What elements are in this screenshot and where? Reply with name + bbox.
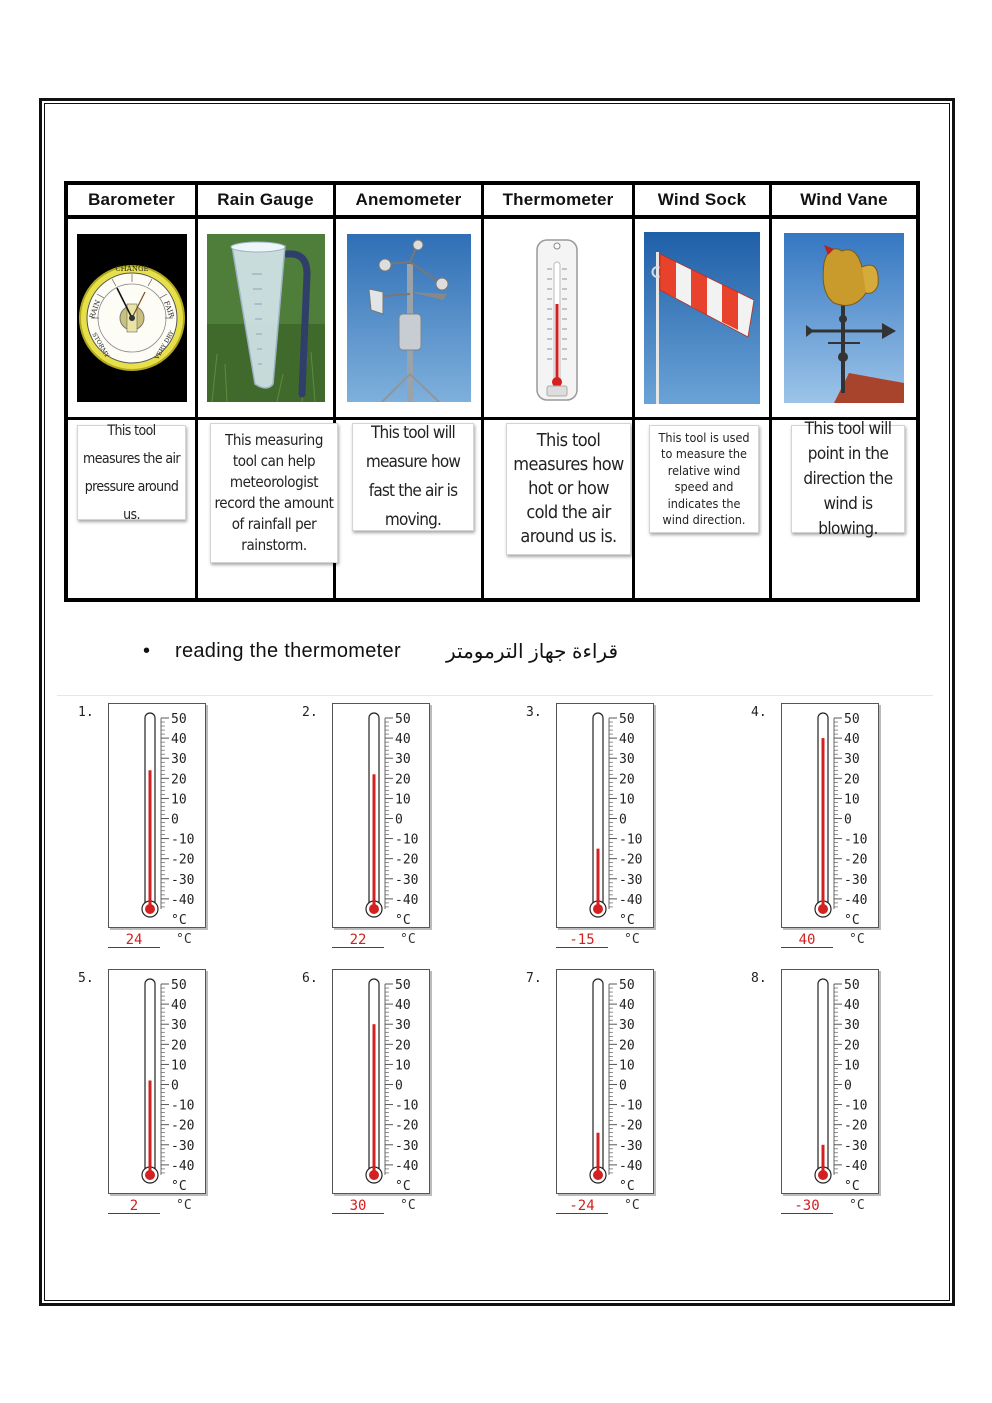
scale-label: -30: [171, 872, 195, 888]
mercury-bulb: [593, 1170, 603, 1180]
thermometer-drawing: [782, 970, 880, 1195]
scale-label: °C: [619, 913, 635, 928]
answer-unit: °C: [176, 932, 192, 947]
scale-label: 50: [844, 712, 860, 727]
answer-value: -30: [794, 1198, 820, 1214]
mercury-column: [373, 774, 376, 909]
answer-unit: °C: [176, 1198, 192, 1213]
scale-label: 40: [844, 732, 860, 748]
thermometer-exercise: [78, 969, 258, 1219]
tool-description: This measuring tool can help meteorologist record the amount of rainfall per rainstorm.: [210, 423, 338, 563]
thermometer-card: [781, 969, 879, 1194]
mercury-bulb: [369, 904, 379, 914]
thermometer-card: [556, 969, 654, 1194]
scale-label: 10: [171, 1058, 187, 1074]
exercise-number: 8.: [751, 971, 767, 986]
mercury-column: [597, 1133, 600, 1175]
row-divider: [635, 417, 769, 420]
scale-label: 20: [395, 1038, 411, 1054]
tool-name: Thermometer: [484, 185, 632, 219]
thermometer-card: [556, 703, 654, 928]
mercury-column: [822, 738, 825, 909]
scale-label: -10: [619, 832, 643, 848]
thermometer-drawing: [109, 970, 207, 1195]
scale-label: 30: [844, 752, 860, 768]
barometer-photo-icon: [68, 221, 195, 415]
answer-value: 2: [129, 1198, 139, 1214]
row-divider: [484, 417, 632, 420]
answer-value: 30: [349, 1198, 367, 1214]
scale-label: 50: [619, 978, 635, 993]
thermometer-exercise: [526, 969, 706, 1219]
scale-label: -20: [619, 852, 643, 868]
scale-label: -40: [395, 892, 419, 908]
scale-label: -40: [844, 892, 868, 908]
scale-label: -10: [844, 1098, 868, 1114]
answer-unit: °C: [849, 932, 865, 947]
scale-label: 10: [619, 792, 635, 808]
scale-label: °C: [395, 913, 411, 928]
thermometer-drawing: [782, 704, 880, 929]
mercury-column: [149, 1080, 152, 1175]
thermometer-card: [332, 969, 430, 1194]
thermometer-card: [781, 703, 879, 928]
scale-label: 10: [395, 1058, 411, 1074]
scale-label: 30: [395, 752, 411, 768]
anemometer-photo-icon: [336, 221, 481, 415]
scale-label: 30: [395, 1018, 411, 1034]
tool-name: Anemometer: [336, 185, 481, 219]
thermometer-drawing: [109, 704, 207, 929]
answer-unit: °C: [400, 1198, 416, 1213]
mercury-column: [149, 770, 152, 909]
scale-label: -20: [844, 1118, 868, 1134]
scale-label: °C: [171, 913, 187, 928]
tool-description: This tool is used to measure the relative wind speed and indicates the wind direction.: [649, 425, 759, 533]
scale-label: 40: [844, 998, 860, 1014]
scale-label: 0: [844, 1078, 852, 1094]
answer-unit: °C: [624, 932, 640, 947]
scale-label: -40: [619, 892, 643, 908]
mercury-bulb: [818, 1170, 828, 1180]
scale-label: 0: [171, 1078, 179, 1094]
thermometer-drawing: [333, 970, 431, 1195]
wind-vane-photo-icon: [772, 221, 916, 415]
scale-label: -30: [171, 1138, 195, 1154]
tool-description: This tool will point in the direction the wind is blowing.: [791, 425, 905, 533]
mercury-column: [373, 1024, 376, 1175]
thermometer-drawing: [333, 704, 431, 929]
scale-label: -30: [844, 1138, 868, 1154]
answer-value: 40: [798, 932, 816, 948]
scale-label: 40: [395, 998, 411, 1014]
scale-label: -10: [395, 1098, 419, 1114]
scale-label: 20: [395, 772, 411, 788]
mercury-bulb: [369, 1170, 379, 1180]
tool-column-wind-vane: [772, 185, 916, 598]
tool-description: This tool measures the air pressure around us.: [77, 425, 186, 520]
exercise-number: 7.: [526, 971, 542, 986]
answer-value: 24: [125, 932, 143, 948]
mercury-bulb: [145, 1170, 155, 1180]
answer-unit: °C: [624, 1198, 640, 1213]
answer-value: -24: [569, 1198, 595, 1214]
scale-label: 30: [171, 752, 187, 768]
mercury-column: [597, 849, 600, 909]
scale-label: 10: [844, 792, 860, 808]
tool-description: This tool measures how hot or how cold the air around us is.: [506, 423, 631, 555]
weather-tools-table: [64, 181, 920, 602]
row-divider: [198, 417, 333, 420]
thermometer-card: [108, 969, 206, 1194]
tool-column-rain-gauge: [198, 185, 336, 598]
exercise-number: 3.: [526, 705, 542, 720]
scale-label: -30: [844, 872, 868, 888]
scale-label: 40: [171, 732, 187, 748]
scale-label: °C: [171, 1179, 187, 1194]
thermometer-card: [108, 703, 206, 928]
dial-label-change: CHANGE: [114, 265, 149, 273]
scale-label: 0: [619, 812, 627, 828]
wind-sock-photo-icon: [635, 221, 769, 415]
scale-label: -30: [395, 1138, 419, 1154]
thermometer-card: [332, 703, 430, 928]
dial-label-stormy: STORMY: [89, 331, 110, 359]
scale-label: 20: [619, 1038, 635, 1054]
scale-label: °C: [619, 1179, 635, 1194]
scale-label: -40: [171, 1158, 195, 1174]
mercury-bulb: [818, 904, 828, 914]
section-divider: [57, 695, 933, 696]
tool-column-barometer: [68, 185, 198, 598]
scale-label: °C: [395, 1179, 411, 1194]
scale-label: 50: [395, 978, 411, 993]
dial-label-rain: RAIN: [87, 298, 102, 320]
scale-label: -30: [619, 872, 643, 888]
thermometer-exercise: [526, 703, 706, 953]
tool-name: Barometer: [68, 185, 195, 219]
thermometer-exercise: [751, 703, 931, 953]
scale-label: 50: [171, 712, 187, 727]
scale-label: -10: [619, 1098, 643, 1114]
thermometer-photo-icon: [484, 221, 632, 415]
scale-label: 20: [171, 1038, 187, 1054]
scale-label: 20: [844, 772, 860, 788]
dial-label-fair: FAIR: [161, 299, 176, 319]
scale-label: 50: [171, 978, 187, 993]
scale-label: -20: [171, 852, 195, 868]
scale-label: -20: [395, 1118, 419, 1134]
scale-label: -10: [171, 1098, 195, 1114]
scale-label: 20: [619, 772, 635, 788]
scale-label: 20: [171, 772, 187, 788]
scale-label: 0: [844, 812, 852, 828]
thermometer-exercise: [78, 703, 258, 953]
tool-description: This tool will measure how fast the air is moving.: [352, 423, 474, 531]
tool-name: Wind Vane: [772, 185, 916, 219]
mercury-bulb: [145, 904, 155, 914]
answer-value: -15: [569, 932, 595, 948]
scale-label: -40: [844, 1158, 868, 1174]
tool-name: Rain Gauge: [198, 185, 333, 219]
scale-label: 40: [619, 998, 635, 1014]
answer-unit: °C: [400, 932, 416, 947]
scale-label: -20: [844, 852, 868, 868]
dial-label-very-dry: VERY DRY: [153, 329, 176, 361]
scale-label: °C: [844, 1179, 860, 1194]
scale-label: -30: [619, 1138, 643, 1154]
scale-label: 20: [844, 1038, 860, 1054]
exercise-number: 1.: [78, 705, 94, 720]
scale-label: 40: [171, 998, 187, 1014]
mercury-bulb: [593, 904, 603, 914]
scale-label: -40: [171, 892, 195, 908]
scale-label: -20: [395, 852, 419, 868]
scale-label: 30: [171, 1018, 187, 1034]
thermometer-exercise: [751, 969, 931, 1219]
scale-label: 10: [395, 792, 411, 808]
scale-label: -30: [395, 872, 419, 888]
exercise-number: 6.: [302, 971, 318, 986]
list-bullet: •: [143, 640, 151, 662]
thermometer-exercise: [302, 703, 482, 953]
scale-label: -10: [844, 832, 868, 848]
scale-label: 0: [395, 1078, 403, 1094]
answer-value: 22: [349, 932, 367, 948]
section-title-ar: قراءة جهاز الترمومتر: [446, 641, 619, 663]
thermometer-exercise: [302, 969, 482, 1219]
exercise-number: 5.: [78, 971, 94, 986]
scale-label: 0: [171, 812, 179, 828]
scale-label: °C: [844, 913, 860, 928]
scale-label: 0: [619, 1078, 627, 1094]
scale-label: -20: [171, 1118, 195, 1134]
tool-column-thermometer: [484, 185, 635, 598]
rain-gauge-photo-icon: [198, 221, 333, 415]
thermometer-drawing: [557, 970, 655, 1195]
scale-label: -10: [395, 832, 419, 848]
scale-label: 40: [395, 732, 411, 748]
scale-label: -40: [619, 1158, 643, 1174]
scale-label: 0: [395, 812, 403, 828]
scale-label: 40: [619, 732, 635, 748]
exercise-number: 2.: [302, 705, 318, 720]
scale-label: 10: [619, 1058, 635, 1074]
tool-column-anemometer: [336, 185, 484, 598]
scale-label: 30: [844, 1018, 860, 1034]
scale-label: 30: [619, 1018, 635, 1034]
scale-label: 50: [395, 712, 411, 727]
scale-label: 50: [844, 978, 860, 993]
scale-label: -20: [619, 1118, 643, 1134]
thermometer-drawing: [557, 704, 655, 929]
section-title-en: reading the thermometer: [175, 640, 401, 662]
answer-unit: °C: [849, 1198, 865, 1213]
tool-column-wind-sock: [635, 185, 772, 598]
scale-label: 50: [619, 712, 635, 727]
tool-name: Wind Sock: [635, 185, 769, 219]
scale-label: 10: [844, 1058, 860, 1074]
scale-label: -40: [395, 1158, 419, 1174]
exercise-number: 4.: [751, 705, 767, 720]
scale-label: -10: [171, 832, 195, 848]
scale-label: 10: [171, 792, 187, 808]
scale-label: 30: [619, 752, 635, 768]
